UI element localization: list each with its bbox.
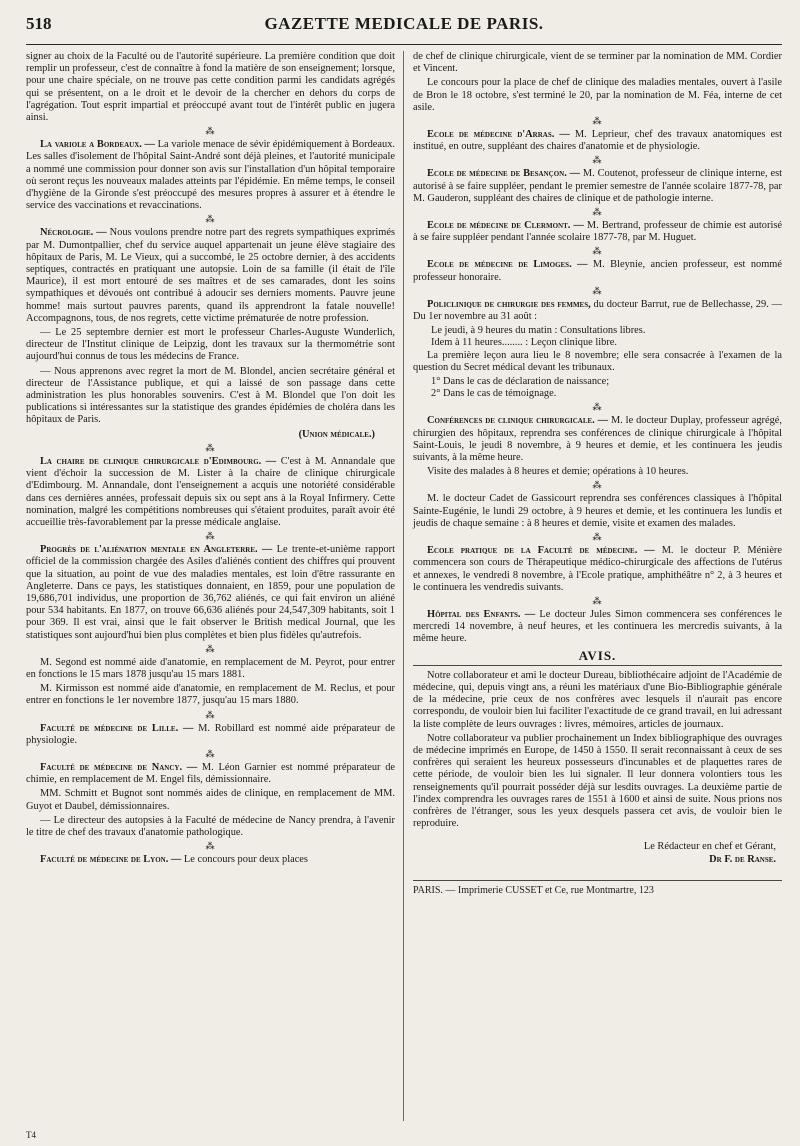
article-text: — Nous apprenons avec regret la mort de M. Blondel, ancien secrétaire général et directeur de l'Assistance publique, et qui a laissé de son passage dans cette administration les plus honorables souvenirs. C'est à M. Blondel que l'on doit les publications si intéressantes sur la statistique des grandes épidémies de choléra dans les hôpitaux de Paris. <box>26 365 395 426</box>
article-paragraph <box>413 51 782 75</box>
article-paragraph <box>26 762 395 786</box>
article-text: M. Bertrand, professeur de chimie est autorisé à se faire suppléer pendant l'année scolaire 1877-78, par M. Huguet. <box>413 220 782 244</box>
signature-name: Dr F. de Ranse. <box>709 854 776 866</box>
source-attribution: (Union médicale.) <box>298 428 375 440</box>
section-separator-stars: ⁂ <box>592 532 603 543</box>
article-paragraph <box>26 51 395 124</box>
article-paragraph <box>413 733 782 831</box>
article-text: Notre collaborateur et ami le docteur Dureau, bibliothécaire adjoint de l'Académie de médecine, qui, depuis vingt ans, a réuni les matériaux d'une Bio-Bibliographie générale de la médecine, prie ceux de nos confrères avec lesquels il n'aurait pas encore correspondu, de vouloir bien lui faciliter l'exactitude de ce grand travail, en lui adressant la liste complète de leurs ouvrages : livres, mémoires, articles de journaux. <box>413 669 782 730</box>
article-heading: Ecole de médecine de Limoges. — <box>427 259 588 271</box>
section-separator-stars: ⁂ <box>592 246 603 257</box>
text-line: 2° Dans le cas de témoignage. <box>431 388 557 400</box>
article-paragraph <box>413 670 782 731</box>
text-line: Le jeudi, à 9 heures du matin : Consultations libres. <box>431 325 646 337</box>
columns <box>26 51 782 1121</box>
section-separator-stars: ⁂ <box>205 126 216 137</box>
article-text: La première leçon aura lieu le 8 novembre; elle sera consacrée à l'examen de la question du Secret médical devant les tribunaux. <box>413 349 782 373</box>
right-column <box>404 51 782 1121</box>
printer-line: PARIS. — Imprimerie CUSSET et Ce, rue Montmartre, 123 <box>413 880 782 897</box>
section-separator-stars: ⁂ <box>205 214 216 225</box>
section-separator-stars: ⁂ <box>592 285 603 296</box>
article-paragraph <box>413 493 782 530</box>
section-separator-stars: ⁂ <box>205 643 216 654</box>
article-text: C'est à M. Annandale que vient d'échoir la succession de M. Lister à la chaire de clinique chirurgicale d'Edimbourg. M. Annandale, dont l'enseignement a acquis une notoriété considérable dans ces dernières années, professait depuis six ou sept ans à la Royal Infirmery. Cette nomination, malgré les compétitions nombreuses qui s'étaient produites, paraît avoir été accueillie très-favorablement par la presse médicale anglaise. <box>26 455 396 528</box>
text-line: 1° Dans le cas de déclaration de naissance; <box>431 376 610 388</box>
signature-block <box>413 840 776 866</box>
section-separator-stars: ⁂ <box>205 531 216 542</box>
article-text: Le concours pour la place de chef de clinique des maladies mentales, ouvert à l'asile de Bron le 18 octobre, s'est terminé le 20, par la nomination de M. Féa, interne de cet asile. <box>413 77 782 113</box>
article-paragraph <box>413 609 782 646</box>
article-heading: Faculté de médecine de Lille. — <box>40 722 194 734</box>
article-paragraph <box>413 77 782 114</box>
section-separator-stars: ⁂ <box>205 709 216 720</box>
section-separator-stars: ⁂ <box>592 480 603 491</box>
article-paragraph <box>26 788 395 812</box>
article-text: Le concours pour deux places <box>181 854 308 866</box>
article-heading: Ecole de médecine de Besançon. — <box>427 168 581 180</box>
article-text: M. Robillard est nommé aide préparateur de physiologie. <box>26 722 395 746</box>
article-text: M. Bleynie, ancien professeur, est nommé professeur honoraire. <box>413 259 782 283</box>
article-heading: Faculté de médecine de Nancy. — <box>40 761 198 773</box>
article-paragraph <box>413 545 782 594</box>
article-heading: Hôpital des Enfants. — <box>427 608 536 620</box>
signature-title: Le Rédacteur en chef et Gérant, <box>643 841 776 853</box>
article-text: — Le 25 septembre dernier est mort le professeur Charles-Auguste Wunderlich, directeur de l'Institut clinique de Leipzig, dont les travaux sur la thermométrie sont aujourd'hui connus de tous les médecins de France. <box>26 327 395 363</box>
section-separator-stars: ⁂ <box>205 841 216 852</box>
article-heading: Ecole de médecine de Clermont. — <box>427 220 584 232</box>
article-paragraph <box>413 350 782 374</box>
article-paragraph <box>26 544 395 642</box>
article-paragraph <box>26 815 395 839</box>
section-separator-stars: ⁂ <box>205 442 216 453</box>
article-paragraph <box>26 723 395 747</box>
article-paragraph <box>26 657 395 681</box>
article-paragraph <box>26 366 395 427</box>
section-separator-stars: ⁂ <box>592 402 603 413</box>
article-text: M. Segond est nommé aide d'anatomie, en remplacement de M. Peyrot, pour entrer en fonctions le 15 mars 1878 jusqu'au 15 mars 1881. <box>26 656 395 680</box>
article-text: Le trente-et-unième rapport officiel de la commission chargée des Asiles d'aliénés contient des chiffres qui prouvent que la situation, au point de vue des maladies mentales, est loin d'être rassurante en Angleterre. Dans ce pays, les statistiques donnaient, en 1859, pour une population de 19,686,701 individus, une proportion de 36,762 aliénés, ce qui fait environ un aliéné pour 534 habitants. En 1877, on trouve 66,636 aliénés pour 24,547,309 habitants, soit 1 pour 369. Il est vrai, ainsi que le fait observer le British medical Journal, que les statistiques sont aujourd'hui bien plus complètes et bien plus fidèles qu'autrefois. <box>26 544 395 641</box>
article-paragraph <box>413 220 782 244</box>
article-text: M. le docteur P. Ménière commencera son cours de Thérapeutique médico-chirurgicale des affections de l'utérus et annexes, le vendredi 8 novembre, à l'Ecole pratique, amphithéâtre n° 2, à 3 heures et le continuera les vendredis suivants. <box>413 545 782 593</box>
article-paragraph <box>26 139 395 212</box>
article-heading: Faculté de médecine de Lyon. — <box>40 854 182 866</box>
article-text: du docteur Barrut, rue de Bellechasse, 29. — Du 1er novembre au 31 août : <box>413 298 782 323</box>
article-text: Visite des malades à 8 heures et demie; opérations à 10 heures. <box>427 466 689 478</box>
article-text: La variole menace de sévir épidémiquement à Bordeaux. Les salles d'isolement de l'hôpital Saint-André sont déjà pleines, et l'autorité municipale a nommé une commission pour donner son avis sur l'installation d'un hôpital temporaire où seront reçus les nouveaux malades atteints par l'épidémie. En même temps, le conseil d'hygiène de la Gironde s'est préoccupé des mesures propres à assurer et à étendre le service des vaccinations et revaccinations. <box>26 139 395 212</box>
article-paragraph <box>413 299 782 323</box>
article-heading: Conférences de clinique chirurgicale. — <box>427 415 609 427</box>
article-text: Le docteur Jules Simon commencera ses conférences le mercredi 14 novembre, à neuf heures, et les continuera les mercredis suivants, à la même heure. <box>413 608 782 645</box>
section-separator-stars: ⁂ <box>592 116 603 127</box>
right-column-body <box>413 51 782 830</box>
article-paragraph <box>26 854 395 866</box>
article-heading: La variole a Bordeaux. — <box>40 139 155 151</box>
article-heading: Progrès de l'aliénation mentale en Angleterre. — <box>40 544 273 556</box>
notice-rule <box>413 665 782 666</box>
article-paragraph <box>26 683 395 707</box>
article-text: MM. Schmitt et Bugnot sont nommés aides de clinique, en remplacement de MM. Guyot et Daubel, démissionnaires. <box>26 788 395 812</box>
article-text: Nous voulons prendre notre part des regrets sympathiques exprimés par M. Dumontpallier, chef du service auquel appartenait un jeune élève stagiaire des hôpitaux de Paris, M. Le Vieux, qui a succombé, le 25 octobre dernier, à des accidents septiques, contractés en pratiquant une autopsie. Loin de sa famille (il était de l'île Maurice), il est mort entouré de ses maîtres et de ses camarades, dont les soins sympathiques et dévoués ont contribué à adoucir ses derniers moments. Pauvre jeune homme! mais surtout pauvres parents, quand ils apprendront la fatale nouvelle! Accompagnons, tous, de nos regrets, cette victime prématurée de notre profession. <box>26 227 396 324</box>
article-text: M. le docteur Duplay, professeur agrégé, chirurgien des hôpitaux, reprendra ses conférences de clinique chirurgicale à l'hôpital Saint-Louis, le jeudi 8 novembre, à 9 heures et demie, et les continuera les jeudis suivants, à la même heure. <box>413 415 782 464</box>
notice-title: AVIS. <box>578 647 617 663</box>
article-paragraph <box>413 168 782 205</box>
page-number: 518 <box>26 14 52 33</box>
article-paragraph <box>26 227 395 325</box>
journal-title: GAZETTE MEDICALE DE PARIS. <box>264 14 544 33</box>
article-paragraph <box>413 415 782 464</box>
left-column <box>26 51 404 1121</box>
section-separator-stars: ⁂ <box>592 155 603 166</box>
article-paragraph <box>26 327 395 364</box>
article-paragraph <box>413 129 782 153</box>
article-text: de chef de clinique chirurgicale, vient de se terminer par la nomination de MM. Cordier et Vincent. <box>413 51 782 75</box>
article-heading: Nécrologie. — <box>40 227 107 239</box>
article-text: M. Leprieur, chef des travaux anatomiques est institué, en outre, suppléant des chaires d'anatomie et de physiologie. <box>413 129 782 153</box>
article-text: M. Léon Garnier est nommé préparateur de chimie, en remplacement de M. Engel fils, démissionnaire. <box>26 761 396 786</box>
section-separator-stars: ⁂ <box>592 595 603 606</box>
article-text: Notre collaborateur va publier prochainement un Index bibliographique des ouvrages de médecine imprimés en Europe, de 1450 à 1550. Il serait reconnaissant à ceux de ses confrères qui seraient les heureux possesseurs d'incunables et de plaquettes rares de cette période, de vouloir bien les lui signaler. Il leur donnera volontiers tous les renseignements qu'il pourrait posséder déjà sur lesdits ouvrages. La deuxième partie de l'index comprendra les ouvrages rares de 1551 à 1600 et ainsi de suite. Nous prions nos confrères de l'étranger, sous les yeux desquels passera cet avis, de vouloir bien le reproduire. <box>413 732 782 830</box>
article-text: M. le docteur Cadet de Gassicourt reprendra ses conférences classiques à l'hôpital Sainte-Eugénie, le lundi 29 octobre, à 9 heures et demie, et les continuera les lundis et jeudis de chaque semaine : à 8 heures et demie, visite et examen des malades. <box>413 493 782 529</box>
section-separator-stars: ⁂ <box>205 748 216 759</box>
article-text: M. Kirmisson est nommé aide d'anatomie, en remplacement de M. Reclus, et pour entrer en fonctions le 1er novembre 1877, jusqu'au 15 mars 1880. <box>26 683 395 707</box>
article-text: signer au choix de la Faculté ou de l'autorité supérieure. La première condition que doit remplir un professeur, c'est de connaître à fond la matière de son enseignement; lorsque, pour une chaire spéciale, on ne trouve pas cette condition parmi les candidats agrégés qui se présentent, on a le droit et le devoir de la chercher en dehors du corps de l'agrégation. Tout esprit impartial et préoccupé avant tout de l'intérêt public en jugera ainsi. <box>26 51 395 124</box>
article-paragraph <box>26 456 395 529</box>
footer-mark: T4 <box>26 1130 36 1140</box>
text-line: Idem à 11 heures........ : Leçon clinique libre. <box>431 337 618 349</box>
article-heading: Ecole de médecine d'Arras. — <box>427 129 570 141</box>
article-heading: La chaire de clinique chirurgicale d'Edimbourg. — <box>40 455 277 467</box>
article-text: — Le directeur des autopsies à la Faculté de médecine de Nancy prendra, à l'avenir le titre de chef des travaux d'anatomie pathologique. <box>26 814 395 838</box>
section-separator-stars: ⁂ <box>592 207 603 218</box>
article-paragraph <box>413 259 782 283</box>
page-header <box>26 14 782 45</box>
article-text: M. Coutenot, professeur de clinique interne, est autorisé à se faire suppléer, pendant le premier semestre de l'année scolaire 1877-78, par M. Gauderon, suppléant des chaires de clinique et de pathologie interne. <box>413 168 782 204</box>
article-paragraph <box>413 466 782 478</box>
article-heading: Policlinique de chirurgie des femmes, <box>427 298 591 310</box>
article-heading: Ecole pratique de la Faculté de médecine. — <box>427 545 655 557</box>
